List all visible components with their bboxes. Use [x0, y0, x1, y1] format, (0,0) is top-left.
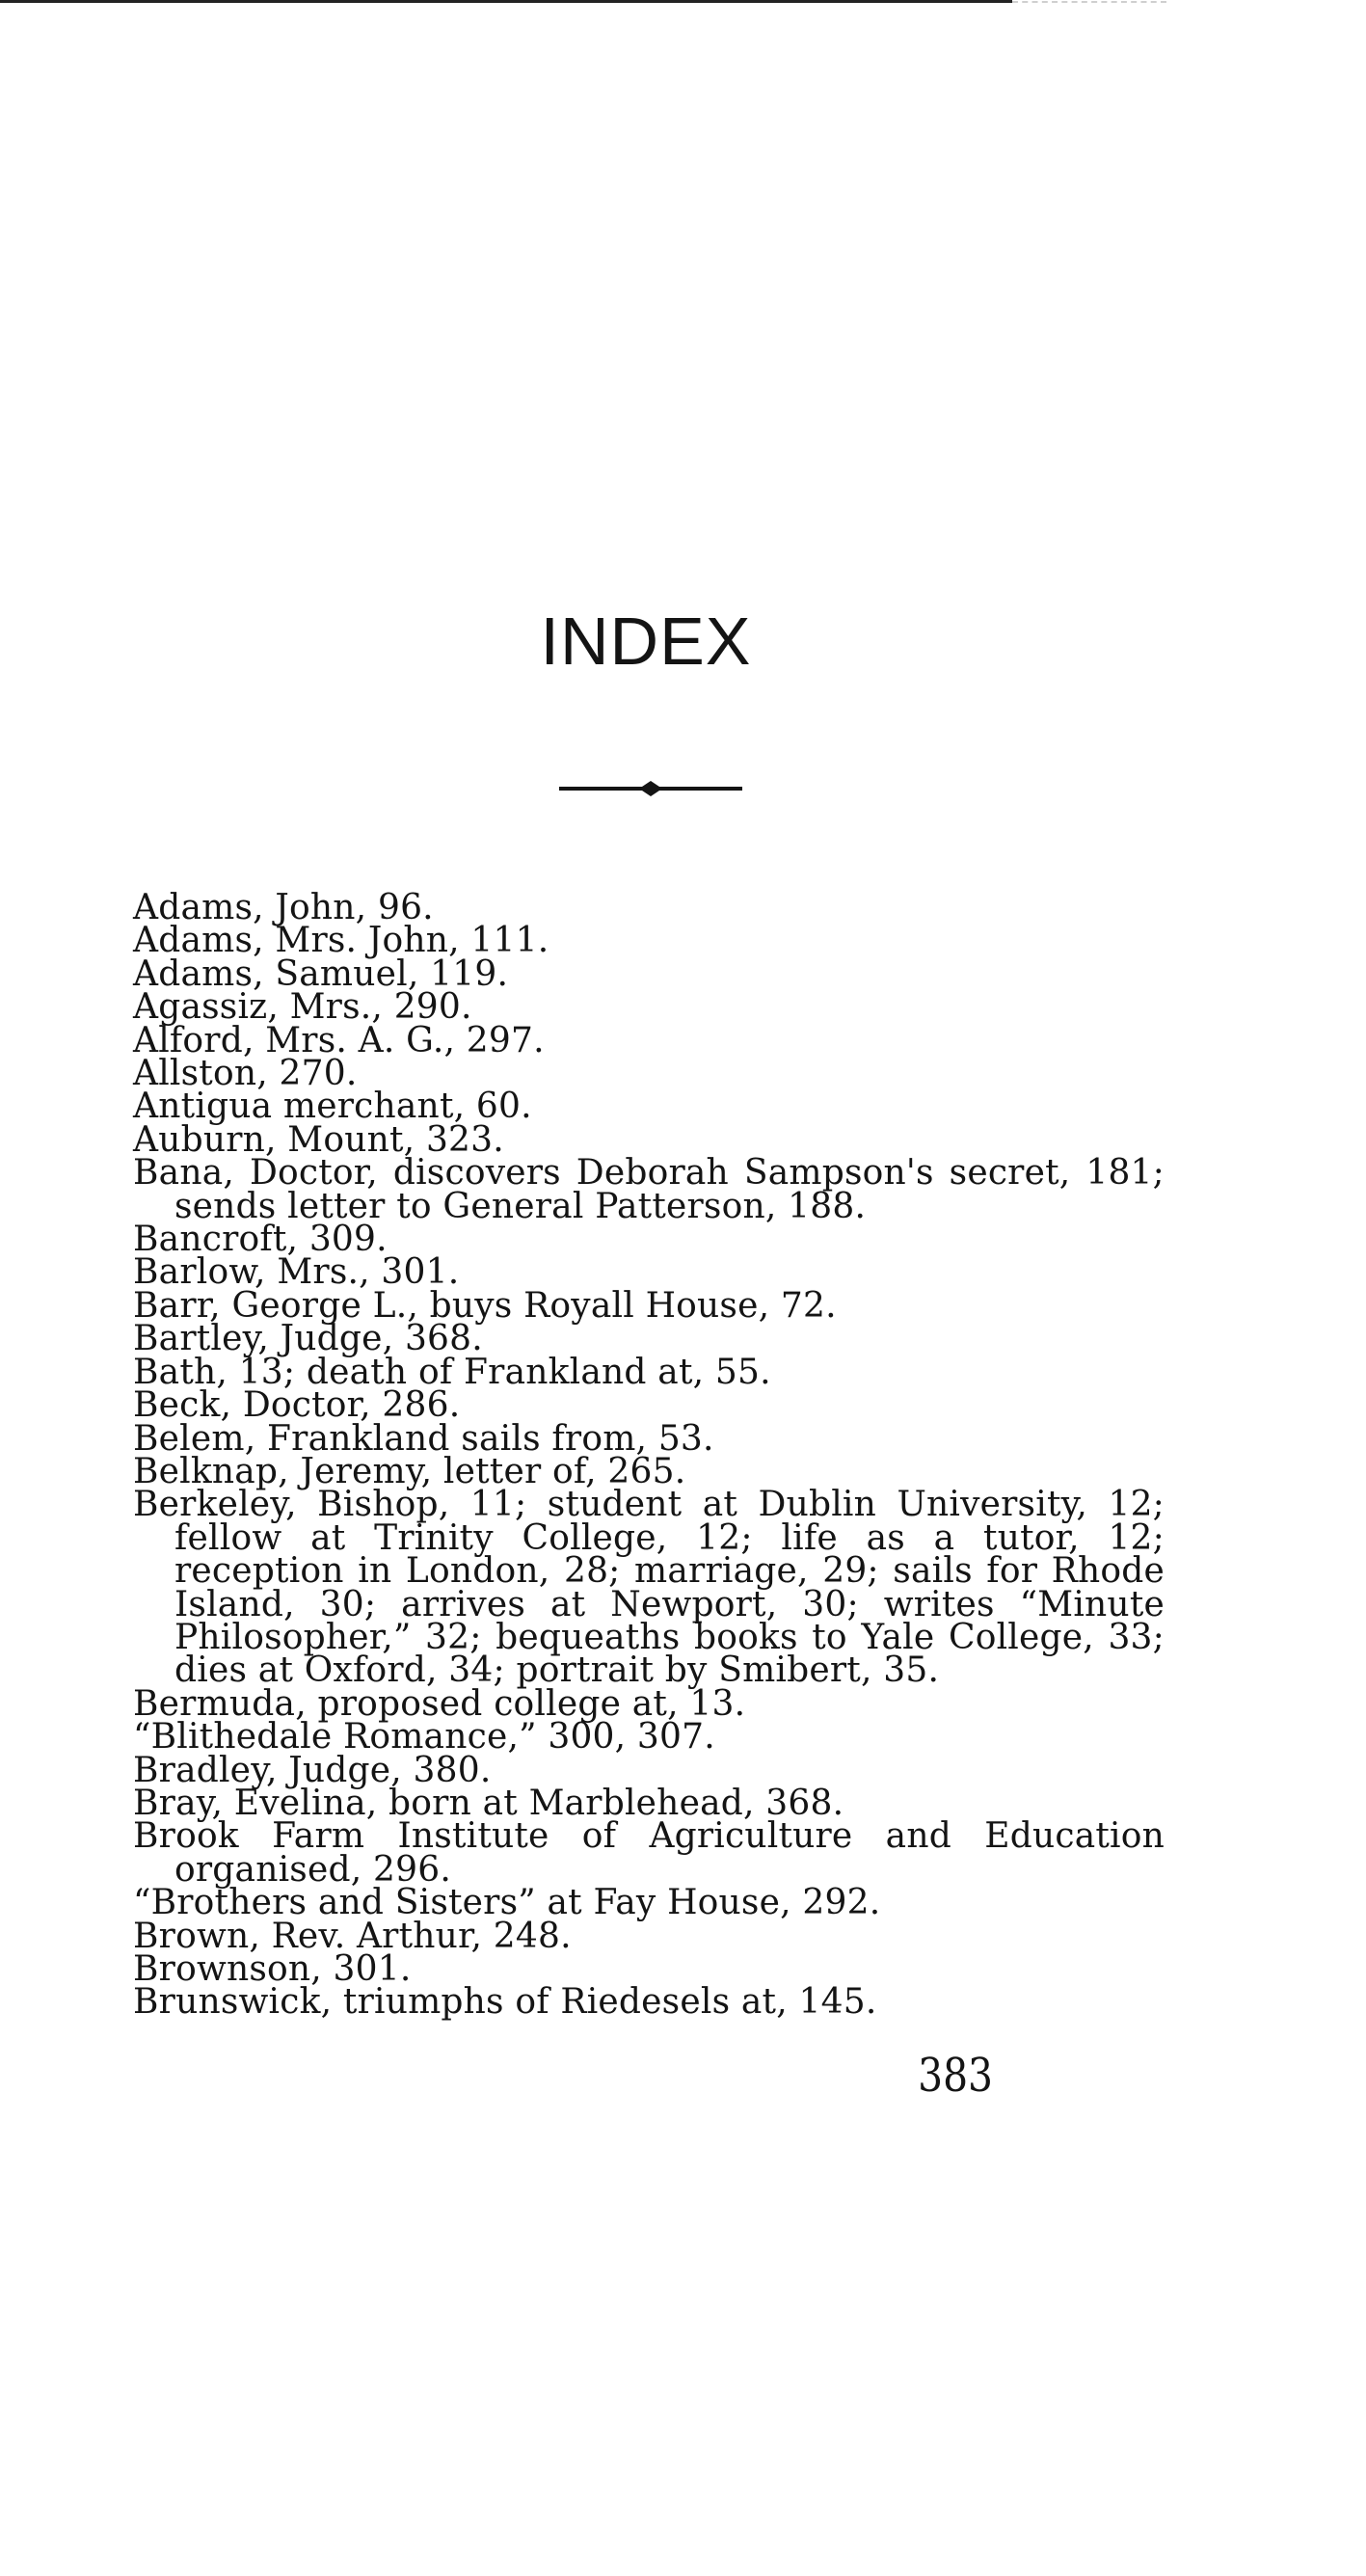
index-entry: Allston, 270. [133, 1054, 358, 1094]
index-entry: Beck, Doctor, 286. [133, 1385, 461, 1426]
index-entry: Bancroft, 309. [133, 1220, 388, 1260]
index-entry: Bradley, Judge, 380. [133, 1750, 492, 1790]
index-entry: Bath, 13; death of Frankland at, 55. [133, 1352, 771, 1392]
page-title: INDEX [540, 604, 752, 679]
index-entry: Alford, Mrs. A. G., 297. [133, 1020, 545, 1060]
index-entry: Antigua merchant, 60. [133, 1087, 532, 1127]
index-entry: Brunswick, triumphs of Riedesels at, 145. [133, 1982, 877, 2023]
index-entry: Belknap, Jeremy, letter of, 265. [133, 1451, 686, 1491]
index-entry: Brook Farm Institute of Agriculture and Education organised, 296. [133, 1816, 1165, 1890]
index-entry: Auburn, Mount, 323. [133, 1119, 504, 1160]
index-entry: Bana, Doctor, discovers Deborah Sampson's secret, 181; sends letter to General Patterson, 188. [133, 1153, 1165, 1226]
top-border-rule [0, 0, 1012, 3]
index-entry: Adams, John, 96. [133, 888, 434, 927]
index-entry: Bartley, Judge, 368. [133, 1319, 483, 1359]
index-entries [133, 888, 1165, 2023]
top-border-dashes [1012, 1, 1166, 3]
index-entry: Brownson, 301. [133, 1949, 412, 1989]
index-entry: Bray, Evelina, born at Marblehead, 368. [133, 1783, 844, 1823]
index-entry: Barr, George L., buys Royall House, 72. [133, 1285, 837, 1326]
index-entry: Brown, Rev. Arthur, 248. [133, 1916, 572, 1956]
index-entry: Adams, Samuel, 119. [133, 953, 509, 994]
index-entry: Agassiz, Mrs., 290. [133, 987, 472, 1028]
index-entry: Bermuda, proposed college at, 13. [133, 1683, 746, 1724]
index-entry: “Brothers and Sisters” at Fay House, 292. [133, 1883, 881, 1923]
index-entry: Berkeley, Bishop, 11; student at Dublin University, 12; fellow at Trinity College, 12; life as a tutor, 12; reception in London, 28; marriage, 29; sails for Rhode Island, 30; arrives at Newport, 30; writes “Minute Philosopher,” 32; bequeaths books to Yale College, 33; dies at Oxford, 34; portrait by Smibert, 35. [133, 1485, 1165, 1691]
index-entry: Adams, Mrs. John, 111. [133, 921, 549, 961]
ornament-divider-icon [559, 777, 742, 800]
page-number: 383 [918, 2049, 993, 2103]
index-entry: Barlow, Mrs., 301. [133, 1252, 460, 1293]
index-entry: “Blithedale Romance,” 300, 307. [133, 1717, 715, 1758]
index-entry: Belem, Frankland sails from, 53. [133, 1418, 714, 1459]
